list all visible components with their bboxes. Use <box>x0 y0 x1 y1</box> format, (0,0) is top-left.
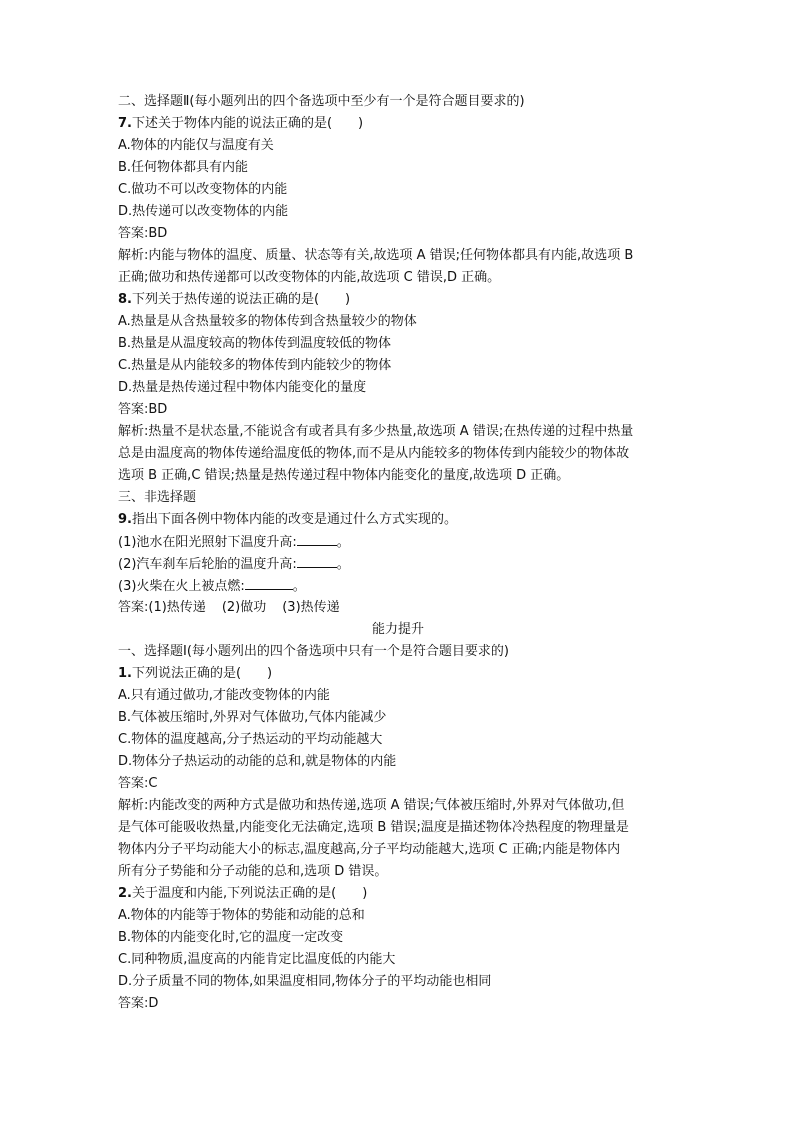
option: B.物体的内能变化时,它的温度一定改变 <box>118 930 344 945</box>
question-stem <box>118 883 678 905</box>
fill-item <box>118 531 678 553</box>
analysis-label: 解析: <box>118 248 149 263</box>
analysis-text: 内能改变的两种方式是做功和热传递,选项 A 错误;气体被压缩时,外界对气体做功,但 <box>148 798 625 813</box>
fill-item <box>118 553 678 575</box>
analysis-line: 所有分子势能和分子动能的总和,选项 D 错误。 <box>118 864 388 879</box>
question-stem <box>118 113 678 135</box>
answer-value: (1)热传递 <box>148 600 206 615</box>
analysis-line <box>118 795 678 817</box>
option: A.热量是从含热量较多的物体传到含热量较少的物体 <box>118 314 417 329</box>
answer-value: BD <box>148 226 168 241</box>
option: C.热量是从内能较多的物体传到内能较少的物体 <box>118 358 392 373</box>
section-heading: 三、非选择题 <box>118 490 197 505</box>
option: A.只有通过做功,才能改变物体的内能 <box>118 688 330 703</box>
option: A.物体的内能仅与温度有关 <box>118 138 274 153</box>
question-text: 指出下面各例中物体内能的改变是通过什么方式实现的。 <box>131 512 457 527</box>
analysis-line: 物体内分子平均动能大小的标志,温度越高,分子平均动能越大,选项 C 正确;内能是物体内 <box>118 842 621 857</box>
option: B.任何物体都具有内能 <box>118 160 249 175</box>
question-number: 9. <box>118 512 132 527</box>
section-heading: 一、选择题Ⅰ(每小题列出的四个备选项中只有一个是符合题目要求的) <box>118 644 509 659</box>
answer-line <box>118 223 678 245</box>
option: B.热量是从温度较高的物体传到温度较低的物体 <box>118 336 392 351</box>
answer-value: C <box>148 776 158 791</box>
answer-line <box>118 399 678 421</box>
fill-blank[interactable] <box>245 575 293 590</box>
section-heading: 二、选择题Ⅱ(每小题列出的四个备选项中至少有一个是符合题目要求的) <box>118 94 525 109</box>
analysis-label: 解析: <box>118 424 149 439</box>
option: D.热量是热传递过程中物体内能变化的量度 <box>118 380 367 395</box>
answer-value: (3)热传递 <box>282 600 340 615</box>
option: C.做功不可以改变物体的内能 <box>118 182 288 197</box>
question-stem <box>118 289 678 311</box>
question-text: 下列关于热传递的说法正确的是( ) <box>131 292 351 307</box>
answer-label: 答案: <box>118 776 149 791</box>
answer-value: D <box>148 996 159 1011</box>
fill-item-end: 。 <box>336 535 350 550</box>
answer-label: 答案: <box>118 402 149 417</box>
option: C.物体的温度越高,分子热运动的平均动能越大 <box>118 732 383 747</box>
question-stem <box>118 509 678 531</box>
option: B.气体被压缩时,外界对气体做功,气体内能减少 <box>118 710 387 725</box>
section-title: 能力提升 <box>371 622 424 637</box>
option: D.物体分子热运动的动能的总和,就是物体的内能 <box>118 754 397 769</box>
question-number: 8. <box>118 292 132 307</box>
fill-blank[interactable] <box>297 553 337 568</box>
answer-line <box>118 773 678 795</box>
analysis-text: 内能与物体的温度、质量、状态等有关,故选项 A 错误;任何物体都具有内能,故选项 B <box>148 248 634 263</box>
fill-item-text: (1)池水在阳光照射下温度升高: <box>118 535 297 550</box>
question-text: 下列说法正确的是( ) <box>131 666 273 681</box>
question-number: 7. <box>118 116 132 131</box>
fill-blank[interactable] <box>297 531 337 546</box>
answer-value: (2)做功 <box>221 600 267 615</box>
fill-item-text: (2)汽车刹车后轮胎的温度升高: <box>118 557 297 572</box>
analysis-line: 正确;做功和热传递都可以改变物体的内能,故选项 C 错误,D 正确。 <box>118 270 501 285</box>
analysis-line <box>118 245 678 267</box>
question-text: 下述关于物体内能的说法正确的是( ) <box>131 116 364 131</box>
option: D.热传递可以改变物体的内能 <box>118 204 289 219</box>
analysis-text: 热量不是状态量,不能说含有或者具有多少热量,故选项 A 错误;在热传递的过程中热量 <box>148 424 634 439</box>
answer-line <box>118 597 678 619</box>
analysis-line: 选项 B 正确,C 错误;热量是热传递过程中物体内能变化的量度,故选项 D 正确。 <box>118 468 570 483</box>
answer-label: 答案: <box>118 600 149 615</box>
option: A.物体的内能等于物体的势能和动能的总和 <box>118 908 365 923</box>
fill-item <box>118 575 678 597</box>
answer-value: BD <box>148 402 168 417</box>
analysis-line: 是气体可能吸收热量,内能变化无法确定,选项 B 错误;温度是描述物体冷热程度的物理量是 <box>118 820 629 835</box>
answer-label: 答案: <box>118 226 149 241</box>
question-number: 2. <box>118 886 132 901</box>
fill-item-text: (3)火柴在火上被点燃: <box>118 579 245 594</box>
analysis-line <box>118 421 678 443</box>
answer-label: 答案: <box>118 996 149 1011</box>
question-number: 1. <box>118 666 132 681</box>
option: D.分子质量不同的物体,如果温度相同,物体分子的平均动能也相同 <box>118 974 492 989</box>
fill-item-end: 。 <box>336 557 350 572</box>
question-stem <box>118 663 678 685</box>
question-text: 关于温度和内能,下列说法正确的是( ) <box>131 886 368 901</box>
option: C.同种物质,温度高的内能肯定比温度低的内能大 <box>118 952 396 967</box>
fill-item-end: 。 <box>292 579 306 594</box>
analysis-line: 总是由温度高的物体传递给温度低的物体,而不是从内能较多的物体传到内能较少的物体故 <box>118 446 630 461</box>
answer-line <box>118 993 678 1015</box>
analysis-label: 解析: <box>118 798 149 813</box>
document-page <box>118 91 678 1015</box>
